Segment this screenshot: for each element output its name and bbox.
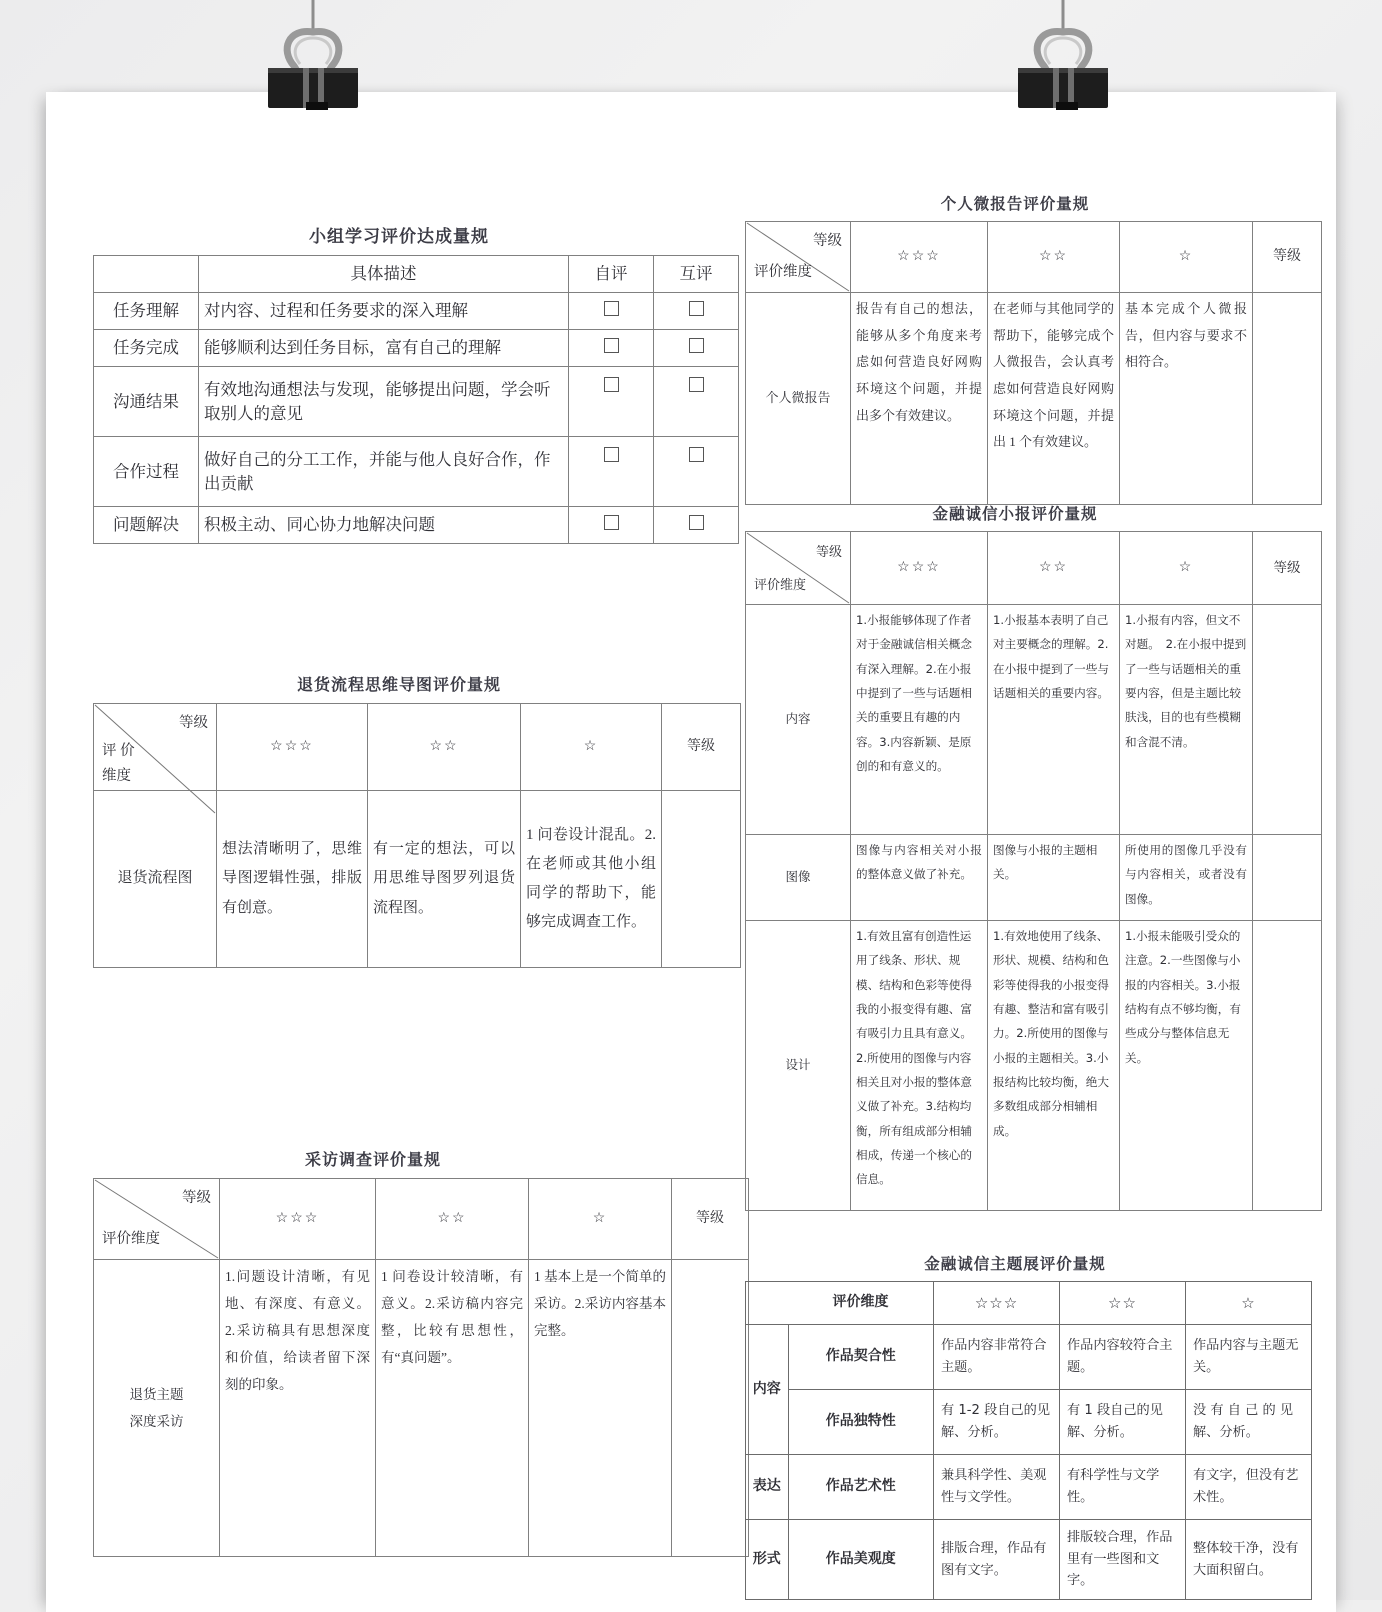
cell-level-1: 1.小报有内容，但文不对题。 2.在小报中提到了一些与话题相关的重要内容，但是主题比较肤浅，目的也有些模糊和含混不清。 [1120, 605, 1253, 835]
row-dimension: 问题解决 [94, 507, 199, 544]
binder-clip-icon [998, 0, 1128, 112]
table-row [94, 330, 739, 367]
table4-title: 个人微报告评价量规 [940, 196, 1090, 213]
corner-level-label: 等级 [815, 544, 842, 559]
table-header-row [94, 704, 741, 791]
checkbox-icon[interactable] [689, 377, 704, 392]
grade-column-header: 等级 [672, 1179, 749, 1260]
checkbox-icon[interactable] [689, 338, 704, 353]
header-level-1-stars: ☆ [1186, 1282, 1312, 1325]
table3-title: 采访调查评价量规 [304, 1152, 441, 1169]
table-row [94, 367, 739, 437]
table2-title: 退货流程思维导图评价量规 [296, 677, 501, 694]
cell-level-2: 1.有效地使用了线条、形状、规模、结构和色彩等使得我的小报变得有趣、整洁和富有吸引力。2.所使用的图像与小报的主题相关。3.小报结构比较均衡，绝大多数组成部分相辅相成。 [988, 921, 1120, 1211]
self-eval-checkbox-cell[interactable] [569, 330, 654, 367]
rubric-block-personal-micro-report [745, 192, 1301, 505]
cell-level-3: 想法清晰明了，思维导图逻辑性强，排版有创意。 [217, 791, 368, 968]
level-1-stars: ☆ [529, 1179, 672, 1260]
cell-grade-input[interactable] [1253, 921, 1322, 1211]
group-label-text: 内容 [752, 1380, 781, 1397]
grade-column-header: 等级 [1253, 222, 1322, 293]
row-label: 设计 [746, 921, 851, 1211]
row-label-line-1: 退货主题 [129, 1387, 184, 1402]
row-label: 内容 [746, 605, 851, 835]
checkbox-icon[interactable] [604, 301, 619, 316]
group-label-expression: 表达 [746, 1455, 789, 1520]
table-header-row [94, 1179, 749, 1260]
row-description: 积极主动、同心协力地解决问题 [199, 507, 569, 544]
corner-level-label: 等级 [182, 1190, 211, 1206]
level-3-stars: ☆☆☆ [217, 704, 368, 791]
checkbox-icon[interactable] [604, 377, 619, 392]
table-row [94, 437, 739, 507]
checkbox-icon[interactable] [689, 515, 704, 530]
cell-level-2: 1 问卷设计较清晰，有意义。2.采访稿内容完整，比较有思想性，有“真问题”。 [376, 1260, 529, 1557]
table-interview-survey [93, 1178, 749, 1557]
level-2-stars: ☆☆ [376, 1179, 529, 1260]
table-row [746, 1520, 1312, 1600]
table-personal-micro-report [745, 221, 1322, 505]
diagonal-header-cell [94, 1179, 220, 1260]
header-level-3-stars: ☆☆☆ [934, 1282, 1060, 1325]
binder-clip-right [998, 0, 1128, 112]
table1-title: 小组学习评价达成量规 [309, 227, 489, 246]
row-dimension: 任务完成 [94, 330, 199, 367]
cell-grade-input[interactable] [1253, 293, 1322, 505]
cell-level-1: 没 有 自 己 的 见解、分析。 [1186, 1390, 1312, 1455]
row-description: 有效地沟通想法与发现，能够提出问题，学会听取别人的意见 [199, 367, 569, 437]
rubric-block-group-learning [93, 222, 713, 544]
cell-grade-input[interactable] [1253, 605, 1322, 835]
cell-level-1: 1 问卷设计混乱。2.在老师或其他小组同学的帮助下，能够完成调查工作。 [521, 791, 662, 968]
corner-dimension-label-2: 维度 [102, 768, 131, 785]
cell-grade-input[interactable] [672, 1260, 749, 1557]
cell-level-2: 图像与小报的主题相关。 [988, 835, 1120, 921]
level-2-stars: ☆☆ [988, 222, 1120, 293]
table-row [746, 835, 1322, 921]
document-page [46, 92, 1336, 1612]
table5-title: 金融诚信小报评价量规 [932, 506, 1098, 523]
header-cell-dimension: 评价维度 [788, 1282, 934, 1325]
table-row [94, 507, 739, 544]
checkbox-icon[interactable] [604, 447, 619, 462]
criterion-label: 作品美观度 [788, 1520, 934, 1600]
cell-level-3: 图像与内容相关对小报的整体意义做了补充。 [851, 835, 988, 921]
corner-dimension-label: 评价维度 [754, 264, 812, 281]
binder-clip-left [248, 0, 378, 112]
row-label: 图像 [746, 835, 851, 921]
table-group-learning [93, 255, 739, 544]
level-3-stars: ☆☆☆ [851, 222, 988, 293]
self-eval-checkbox-cell[interactable] [569, 367, 654, 437]
table-row [746, 605, 1322, 835]
peer-eval-checkbox-cell[interactable] [654, 507, 739, 544]
cell-level-2: 有一定的想法，可以用思维导图罗列退货流程图。 [368, 791, 521, 968]
cell-level-3: 1.小报能够体现了作者对于金融诚信相关概念有深入理解。2.在小报中提到了一些与话题相关的重要且有趣的内容。3.内容新颖、是原创的和有意义的。 [851, 605, 988, 835]
row-description: 对内容、过程和任务要求的深入理解 [199, 293, 569, 330]
cell-level-3: 兼具科学性、美观性与文学性。 [934, 1455, 1060, 1520]
table-row [746, 1455, 1312, 1520]
peer-eval-checkbox-cell[interactable] [654, 437, 739, 507]
level-3-stars: ☆☆☆ [851, 532, 988, 605]
cell-grade-input[interactable] [662, 791, 741, 968]
cell-level-1: 基本完成个人微报告，但内容与要求不相符合。 [1120, 293, 1253, 505]
level-1-stars: ☆ [1120, 532, 1253, 605]
table-row [746, 293, 1322, 505]
cell-level-1: 1 基本上是一个简单的采访。2.采访内容基本完整。 [529, 1260, 672, 1557]
table-header-row [746, 222, 1322, 293]
self-eval-checkbox-cell[interactable] [569, 507, 654, 544]
header-cell-peer-eval: 互评 [654, 256, 739, 293]
table-row [94, 1260, 749, 1557]
peer-eval-checkbox-cell[interactable] [654, 330, 739, 367]
rubric-block-interview-survey [93, 1147, 724, 1557]
row-label [94, 1260, 220, 1557]
cell-level-1: 整体较干净，没有大面积留白。 [1186, 1520, 1312, 1600]
checkbox-icon[interactable] [604, 515, 619, 530]
header-cell-self-eval: 自评 [569, 256, 654, 293]
row-description: 能够顺利达到任务目标，富有自己的理解 [199, 330, 569, 367]
corner-dimension-label-1: 评 价 [102, 743, 135, 759]
group-label-form: 形式 [746, 1520, 789, 1600]
cell-level-2: 在老师与其他同学的帮助下，能够完成个人微报告，会认真考虑如何营造良好网购环境这个问题，并提出 1 个有效建议。 [988, 293, 1120, 505]
corner-dimension-label: 评价维度 [754, 576, 807, 592]
cell-level-3: 有 1-2 段自己的见解、分析。 [934, 1390, 1060, 1455]
row-dimension: 任务理解 [94, 293, 199, 330]
rubric-block-theme-exhibition [745, 1252, 1299, 1600]
row-dimension: 合作过程 [94, 437, 199, 507]
cell-level-2: 有科学性与文学性。 [1060, 1455, 1186, 1520]
cell-level-2: 作品内容较符合主题。 [1060, 1325, 1186, 1390]
cell-level-3: 作品内容非常符合主题。 [934, 1325, 1060, 1390]
row-dimension: 沟通结果 [94, 367, 199, 437]
corner-level-label: 等级 [813, 233, 842, 249]
checkbox-icon[interactable] [689, 447, 704, 462]
rubric-block-return-mindmap [93, 672, 715, 968]
header-cell-blank [94, 256, 199, 293]
cell-level-1: 1.小报未能吸引受众的注意。2.一些图像与小报的内容相关。3.小报结构有点不够均衡，有些成分与整体信息无关。 [1120, 921, 1253, 1211]
level-2-stars: ☆☆ [368, 704, 521, 791]
criterion-label: 作品契合性 [788, 1325, 934, 1390]
row-description: 做好自己的分工工作，并能与他人良好合作，作出贡献 [199, 437, 569, 507]
checkbox-icon[interactable] [689, 301, 704, 316]
cell-level-3: 排版合理，作品有图有文字。 [934, 1520, 1060, 1600]
peer-eval-checkbox-cell[interactable] [654, 367, 739, 437]
cell-level-1: 所使用的图像几乎没有与内容相关，或者没有图像。 [1120, 835, 1253, 921]
level-2-stars: ☆☆ [988, 532, 1120, 605]
checkbox-icon[interactable] [604, 338, 619, 353]
table-header-row [746, 532, 1322, 605]
table-header-row [746, 1282, 1312, 1325]
cell-level-1: 作品内容与主题无关。 [1186, 1325, 1312, 1390]
level-3-stars: ☆☆☆ [220, 1179, 376, 1260]
corner-dimension-label: 评价维度 [102, 1231, 160, 1248]
table-header-row [94, 256, 739, 293]
corner-level-label: 等级 [179, 715, 208, 731]
table-row [94, 791, 741, 968]
diagonal-header-cell [746, 222, 851, 293]
table-return-mindmap [93, 703, 741, 968]
table6-title: 金融诚信主题展评价量规 [924, 1256, 1106, 1273]
cell-level-2: 有 1 段自己的见解、分析。 [1060, 1390, 1186, 1455]
level-1-stars: ☆ [521, 704, 662, 791]
table-row [746, 921, 1322, 1211]
group-label-content [746, 1325, 789, 1455]
header-cell-group-blank [746, 1282, 789, 1325]
table-financial-integrity-paper [745, 531, 1322, 1211]
grade-column-header: 等级 [1253, 532, 1322, 605]
rubric-block-financial-integrity-paper [745, 502, 1301, 1211]
header-level-2-stars: ☆☆ [1060, 1282, 1186, 1325]
grade-column-header: 等级 [662, 704, 741, 791]
cell-level-3: 1.问题设计清晰，有见地、有深度、有意义。2.采访稿具有思想深度和价值，给读者留下深刻的印象。 [220, 1260, 376, 1557]
table-row [746, 1325, 1312, 1390]
cell-level-3: 报告有自己的想法，能够从多个角度来考虑如何营造良好网购环境这个问题，并提出多个有效建议。 [851, 293, 988, 505]
binder-clip-icon [248, 0, 378, 112]
cell-grade-input[interactable] [1253, 835, 1322, 921]
cell-level-3: 1.有效且富有创造性运用了线条、形状、规模、结构和色彩等使得我的小报变得有趣、富有吸引力且具有意义。2.所使用的图像与内容相关且对小报的整体意义做了补充。3.结构均衡，所有组成部分相辅相成，传递一个核心的信息。 [851, 921, 988, 1211]
cell-level-1: 有文字，但没有艺术性。 [1186, 1455, 1312, 1520]
criterion-label: 作品独特性 [788, 1390, 934, 1455]
diagonal-header-cell [746, 532, 851, 605]
self-eval-checkbox-cell[interactable] [569, 293, 654, 330]
cell-level-2: 1.小报基本表明了自己对主要概念的理解。2.在小报中提到了一些与话题相关的重要内容。 [988, 605, 1120, 835]
self-eval-checkbox-cell[interactable] [569, 437, 654, 507]
diagonal-header-cell [94, 704, 217, 791]
peer-eval-checkbox-cell[interactable] [654, 293, 739, 330]
row-label-line-2: 深度采访 [129, 1414, 184, 1429]
criterion-label: 作品艺术性 [788, 1455, 934, 1520]
row-label: 退货流程图 [94, 791, 217, 968]
cell-level-2: 排版较合理，作品里有一些图和文字。 [1060, 1520, 1186, 1600]
header-cell-description: 具体描述 [199, 256, 569, 293]
row-label: 个人微报告 [746, 293, 851, 505]
level-1-stars: ☆ [1120, 222, 1253, 293]
table-row [746, 1390, 1312, 1455]
table-theme-exhibition [745, 1281, 1312, 1600]
table-row [94, 293, 739, 330]
